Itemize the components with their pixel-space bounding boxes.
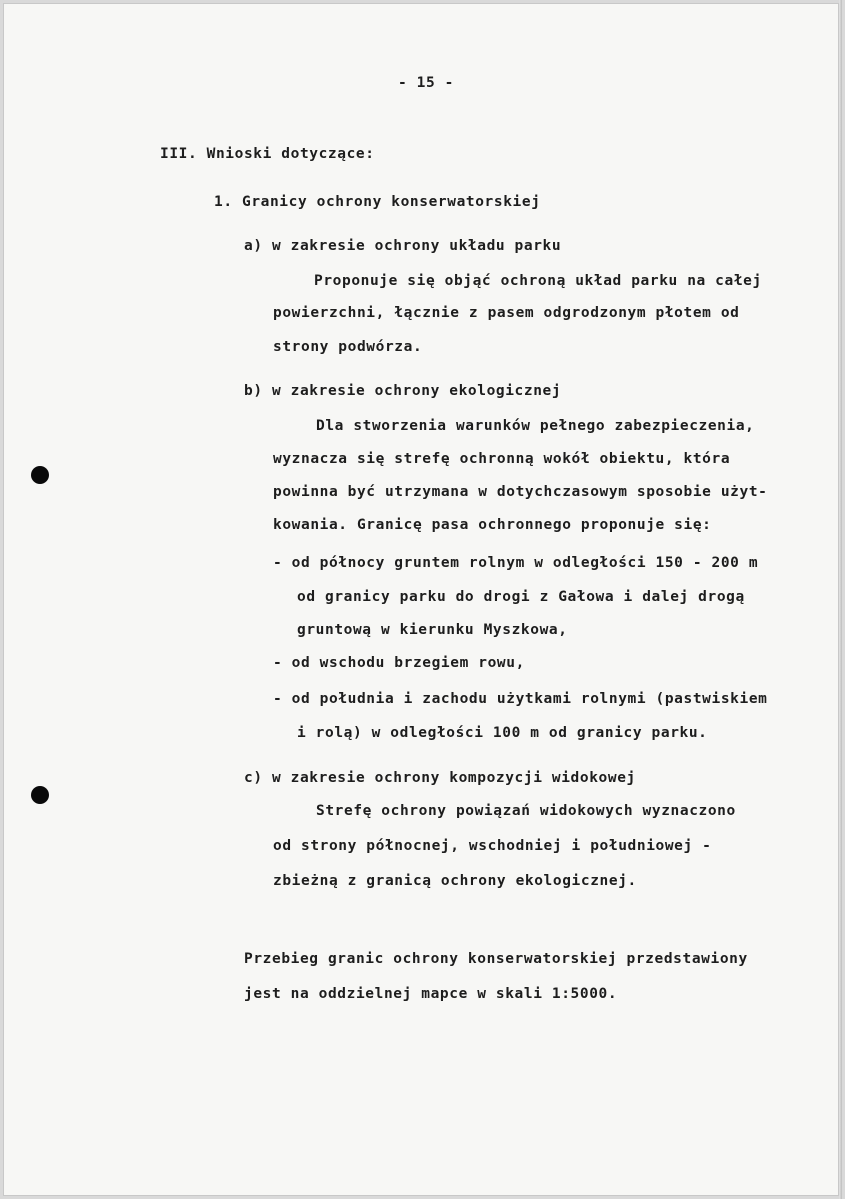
item-b-line: - od wschodu brzegiem rowu, bbox=[273, 655, 525, 671]
closing-line: Przebieg granic ochrony konserwatorskiej przedstawiony bbox=[244, 951, 748, 967]
item-b-line: wyznacza się strefę ochronną wokół obiektu, która bbox=[273, 451, 731, 467]
item-a-line: powierzchni, łącznie z pasem odgrodzonym płotem od bbox=[273, 305, 740, 321]
item-b-line: - od północy gruntem rolnym w odległości 150 - 200 m bbox=[273, 555, 759, 571]
item-b-line: Dla stworzenia warunków pełnego zabezpieczenia, bbox=[316, 418, 755, 434]
item-b-line: - od południa i zachodu użytkami rolnymi (pastwiskiem bbox=[273, 691, 768, 707]
punch-hole bbox=[31, 466, 49, 484]
item-b-line: kowania. Granicę pasa ochronnego proponuje się: bbox=[273, 517, 712, 533]
closing-line: jest na oddzielnej mapce w skali 1:5000. bbox=[244, 986, 618, 1002]
item-c-line: Strefę ochrony powiązań widokowych wyznaczono bbox=[316, 803, 736, 819]
item-b-line: i rolą) w odległości 100 m od granicy parku. bbox=[297, 725, 708, 741]
page-edge bbox=[839, 0, 842, 1199]
item-1-heading: 1. Granicy ochrony konserwatorskiej bbox=[214, 194, 541, 210]
section-heading: III. Wnioski dotyczące: bbox=[160, 146, 375, 162]
item-b-line: gruntową w kierunku Myszkowa, bbox=[297, 622, 568, 638]
item-a-line: Proponuje się objąć ochroną układ parku na całej bbox=[314, 273, 762, 289]
item-b-line: powinna być utrzymana w dotychczasowym sposobie użyt- bbox=[273, 484, 768, 500]
item-a-line: strony podwórza. bbox=[273, 339, 423, 355]
item-c-line: od strony północnej, wschodniej i południowej - bbox=[273, 838, 712, 854]
item-b-heading: b) w zakresie ochrony ekologicznej bbox=[244, 383, 562, 399]
item-a-heading: a) w zakresie ochrony układu parku bbox=[244, 238, 562, 254]
item-c-heading: c) w zakresie ochrony kompozycji widokowej bbox=[244, 770, 636, 786]
item-c-line: zbieżną z granicą ochrony ekologicznej. bbox=[273, 873, 637, 889]
page-number: - 15 - bbox=[398, 75, 454, 91]
item-b-line: od granicy parku do drogi z Gałowa i dalej drogą bbox=[297, 589, 745, 605]
punch-hole bbox=[31, 786, 49, 804]
